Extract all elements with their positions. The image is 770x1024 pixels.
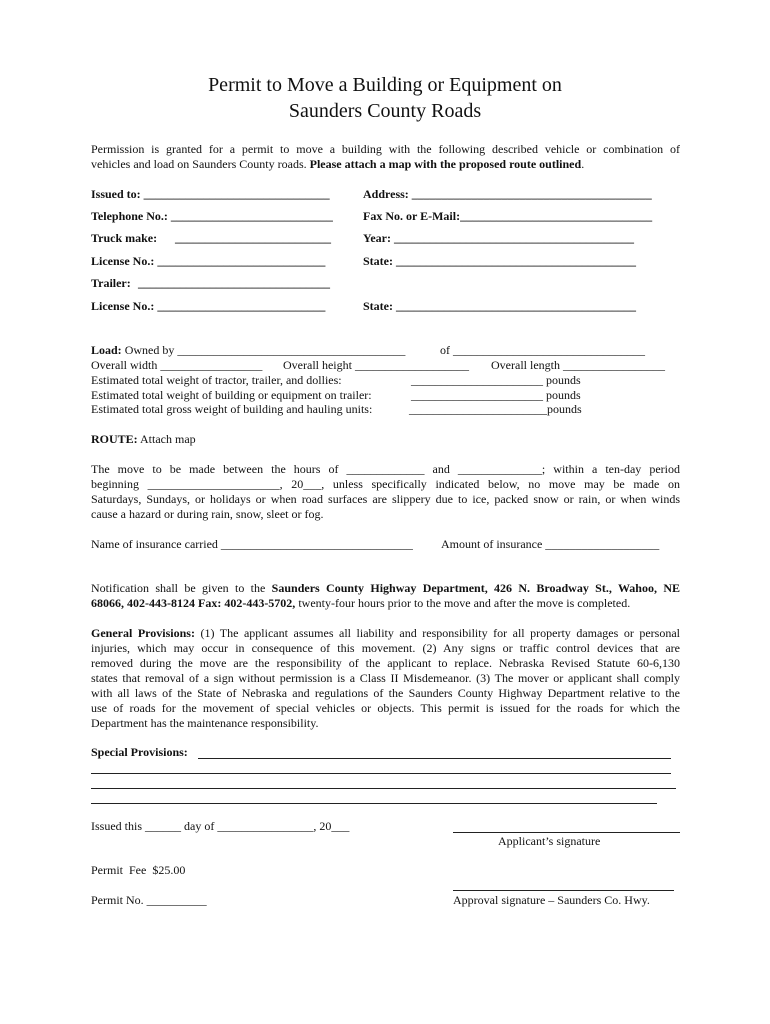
owned-by-field[interactable]: Owned by ______________________________________ <box>124 343 406 357</box>
intro-map-instruction: Please attach a map with the proposed route outlined <box>309 157 582 171</box>
general-row-4: states that removal of a sign without permission is a Class II Misdemeanor. (3) The mover or applicant shall comply <box>91 671 680 685</box>
weight-gross-field[interactable]: _______________________pounds <box>409 402 582 416</box>
route-row <box>91 432 196 447</box>
overall-height-field[interactable]: Overall height ___________________ <box>283 358 469 372</box>
address-field[interactable]: Address: ________________________________________ <box>363 187 652 201</box>
fax-email-field[interactable]: Fax No. or E-Mail:________________________________ <box>363 209 653 223</box>
route-label: ROUTE: <box>91 432 138 446</box>
move-paragraph <box>91 462 680 522</box>
general-provisions-label: General Provisions: <box>91 626 195 640</box>
move-row-1[interactable]: The move to be made between the hours of _____________ and ______________; within a ten-day period <box>91 462 680 476</box>
load-owned-by-row[interactable] <box>91 343 405 358</box>
intro-paragraph <box>91 142 680 172</box>
notification-paragraph <box>91 581 680 611</box>
move-row-2[interactable]: beginning ______________________, 20___, unless specifically indicated below, no move may be made on <box>91 477 680 491</box>
general-row-5: with all laws of the State of Nebraska and regulations of the Saunders County Highway Department relative to the <box>91 686 680 700</box>
weight-tractor-field[interactable]: ______________________ pounds <box>411 373 581 387</box>
approval-signature-line[interactable] <box>453 890 674 891</box>
special-provisions-label: Special Provisions: <box>91 745 188 759</box>
telephone-field[interactable]: Telephone No.: ___________________________ <box>91 209 333 223</box>
intro-period: . <box>581 157 585 171</box>
load-label: Load: <box>91 343 122 357</box>
form-title-line-2: Saunders County Roads <box>288 100 482 122</box>
trailer-license-field[interactable]: License No.: ____________________________ <box>91 299 326 313</box>
intro-row-2 <box>91 157 680 172</box>
special-provisions-line-3[interactable] <box>91 788 676 789</box>
form-title-line-1: Permit to Move a Building or Equipment on <box>208 74 562 96</box>
general-provisions-paragraph <box>91 626 680 731</box>
trailer-state-field[interactable]: State: ________________________________________ <box>363 299 636 313</box>
route-text: Attach map <box>140 432 196 446</box>
special-provisions-line-1[interactable] <box>198 758 671 759</box>
intro-row-1: Permission is granted for a permit to move a building with the following described vehicle or combination of <box>91 142 680 156</box>
general-row-1-text: (1) The applicant assumes all liability and responsibility for all property damages or personal <box>200 626 680 640</box>
truck-license-field[interactable]: License No.: ____________________________ <box>91 254 326 268</box>
insurance-amount-field[interactable]: Amount of insurance ___________________ <box>441 537 660 551</box>
general-row-2: injuries, which may occur in consequence of this movement. (2) Any signs or traffic control devices that are <box>91 641 680 655</box>
move-row-4: cause a hazard or during rain, snow, sleet or fog. <box>91 507 324 521</box>
notification-row-2 <box>91 596 680 611</box>
highway-department-address: Saunders County Highway Department, 426 N. Broadway St., Wahoo, NE <box>271 581 680 595</box>
general-row-6: use of roads for the movement of special vehicles or objects. This permit is issued for the roads for which the <box>91 701 680 715</box>
general-row-3: removed during the move are the responsibility of the applicant to replace. Nebraska Revised Statute 60-6,130 <box>91 656 680 670</box>
highway-department-phone: 68066, 402-443-8124 Fax: 402-443-5702, <box>91 596 296 610</box>
approval-signature-label: Approval signature – Saunders Co. Hwy. <box>453 893 650 907</box>
permit-number-field[interactable]: Permit No. __________ <box>91 893 207 907</box>
year-field[interactable]: Year: ________________________________________ <box>363 231 634 245</box>
general-row-7: Department has the maintenance responsibility. <box>91 716 319 730</box>
truck-make-field[interactable]: __________________________ <box>175 231 331 245</box>
special-provisions-line-4[interactable] <box>91 803 657 804</box>
applicant-signature-label: Applicant’s signature <box>498 834 601 848</box>
notification-row-1 <box>91 581 680 596</box>
trailer-field[interactable]: ________________________________ <box>138 276 330 290</box>
truck-make-label: Truck make: <box>91 231 158 245</box>
special-provisions-line-2[interactable] <box>91 773 671 774</box>
weight-gross-label: Estimated total gross weight of building and hauling units: <box>91 402 373 416</box>
weight-tractor-label: Estimated total weight of tractor, trailer, and dollies: <box>91 373 342 387</box>
general-row-1 <box>91 626 680 641</box>
issued-date-field[interactable]: Issued this ______ day of ________________, 20___ <box>91 819 350 833</box>
weight-building-field[interactable]: ______________________ pounds <box>411 388 581 402</box>
applicant-signature-line[interactable] <box>453 832 680 833</box>
permit-fee: Permit Fee $25.00 <box>91 863 186 877</box>
trailer-label: Trailer: <box>91 276 131 290</box>
intro-row-2-text: vehicles and load on Saunders County roads. <box>91 157 307 171</box>
owner-of-field[interactable]: of ________________________________ <box>440 343 645 357</box>
insurance-carrier-field[interactable]: Name of insurance carried ________________________________ <box>91 537 413 551</box>
overall-length-field[interactable]: Overall length _________________ <box>491 358 665 372</box>
weight-building-label: Estimated total weight of building or equipment on trailer: <box>91 388 372 402</box>
notification-intro: Notification shall be given to the <box>91 581 266 595</box>
issued-to-field[interactable]: Issued to: _______________________________ <box>91 187 330 201</box>
overall-width-field[interactable]: Overall width _________________ <box>91 358 263 372</box>
truck-state-field[interactable]: State: ________________________________________ <box>363 254 636 268</box>
notification-timing: twenty-four hours prior to the move and after the move is completed. <box>298 596 631 610</box>
move-row-3: Saturdays, Sundays, or holidays or when road surfaces are slippery due to ice, packed snow or rain, or when winds <box>91 492 680 506</box>
